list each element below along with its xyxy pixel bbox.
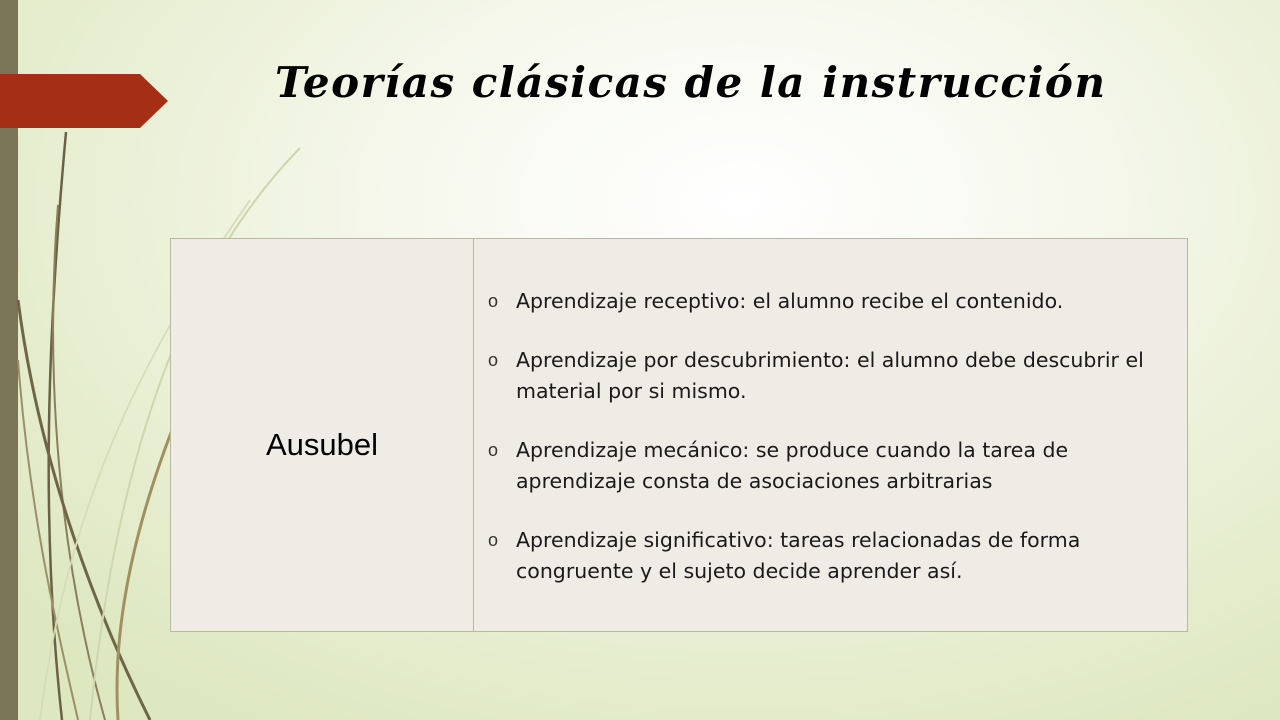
list-item	[488, 345, 1173, 407]
list-item	[488, 525, 1173, 587]
theory-table	[170, 238, 1188, 632]
author-cell: Ausubel	[171, 239, 474, 632]
slide-title: Teorías clásicas de la instrucción	[275, 58, 1107, 107]
list-item	[488, 286, 1173, 317]
title-arrow-marker	[0, 74, 168, 128]
bullet-marker: o	[488, 439, 499, 460]
list-item-text: Aprendizaje receptivo: el alumno recibe el contenido.	[516, 288, 1064, 313]
list-item	[488, 435, 1173, 497]
bullet-list	[488, 286, 1173, 587]
list-item-text: Aprendizaje mecánico: se produce cuando la tarea de aprendizaje consta de asociaciones arbitrarias	[516, 437, 1069, 493]
description-cell	[474, 239, 1188, 632]
table-row	[171, 239, 1188, 632]
bullet-marker: o	[488, 349, 499, 370]
bullet-marker: o	[488, 290, 499, 311]
bullet-marker: o	[488, 529, 499, 550]
list-item-text: Aprendizaje significativo: tareas relacionadas de forma congruente y el sujeto decide aprender así.	[516, 527, 1081, 583]
list-item-text: Aprendizaje por descubrimiento: el alumno debe descubrir el material por si mismo.	[516, 347, 1144, 403]
